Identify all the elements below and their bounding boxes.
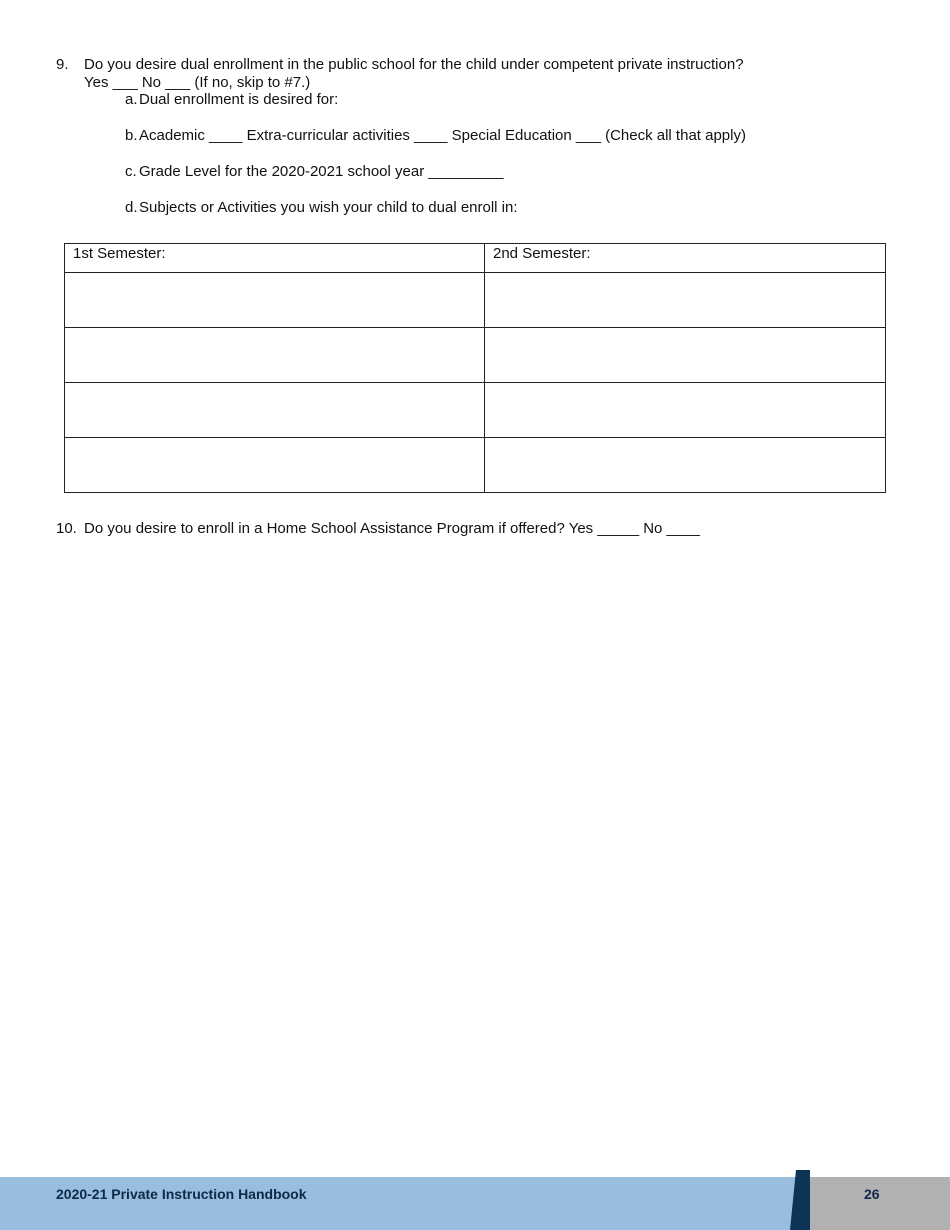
question-9-item-d [125, 199, 518, 217]
second-semester-cell[interactable] [485, 383, 886, 438]
first-semester-cell[interactable] [65, 383, 485, 438]
table-row [65, 438, 886, 493]
item-letter: b. [125, 127, 138, 144]
question-9-line-1: Do you desire dual enrollment in the public school for the child under competent private instruction? [84, 56, 744, 73]
first-semester-cell[interactable] [65, 438, 485, 493]
table-row [65, 328, 886, 383]
first-semester-cell[interactable] [65, 273, 485, 328]
item-letter: c. [125, 163, 137, 180]
table-row [65, 383, 886, 438]
question-10-text: Do you desire to enroll in a Home School Assistance Program if offered? Yes _____ No ____ [84, 520, 700, 537]
footer-title: 2020-21 Private Instruction Handbook [56, 1186, 307, 1202]
question-9-item-a [125, 91, 338, 109]
question-9-item-c [125, 163, 503, 181]
first-semester-header: 1st Semester: [65, 244, 485, 273]
item-letter: d. [125, 199, 138, 216]
question-9-line-2: Yes ___ No ___ (If no, skip to #7.) [84, 74, 311, 91]
item-text: Subjects or Activities you wish your child to dual enroll in: [139, 199, 518, 216]
second-semester-cell[interactable] [485, 273, 886, 328]
second-semester-cell[interactable] [485, 328, 886, 383]
second-semester-cell[interactable] [485, 438, 886, 493]
item-text: Grade Level for the 2020-2021 school year _________ [139, 163, 504, 180]
footer-page-panel [809, 1177, 950, 1230]
semester-table [64, 243, 886, 493]
first-semester-cell[interactable] [65, 328, 485, 383]
item-letter: a. [125, 91, 138, 108]
question-9-item-b [125, 127, 746, 145]
page-number: 26 [864, 1186, 880, 1202]
footer-accent-stripe [790, 1170, 810, 1230]
question-10-number: 10. [56, 520, 77, 537]
question-9-number: 9. [56, 56, 69, 73]
page-footer [0, 1177, 950, 1230]
table-row [65, 273, 886, 328]
table-header-row [65, 244, 886, 273]
question-9-text [84, 56, 904, 92]
second-semester-header: 2nd Semester: [485, 244, 886, 273]
item-text: Academic ____ Extra-curricular activities ____ Special Education ___ (Check all that apply) [139, 127, 746, 144]
item-text: Dual enrollment is desired for: [139, 91, 339, 108]
